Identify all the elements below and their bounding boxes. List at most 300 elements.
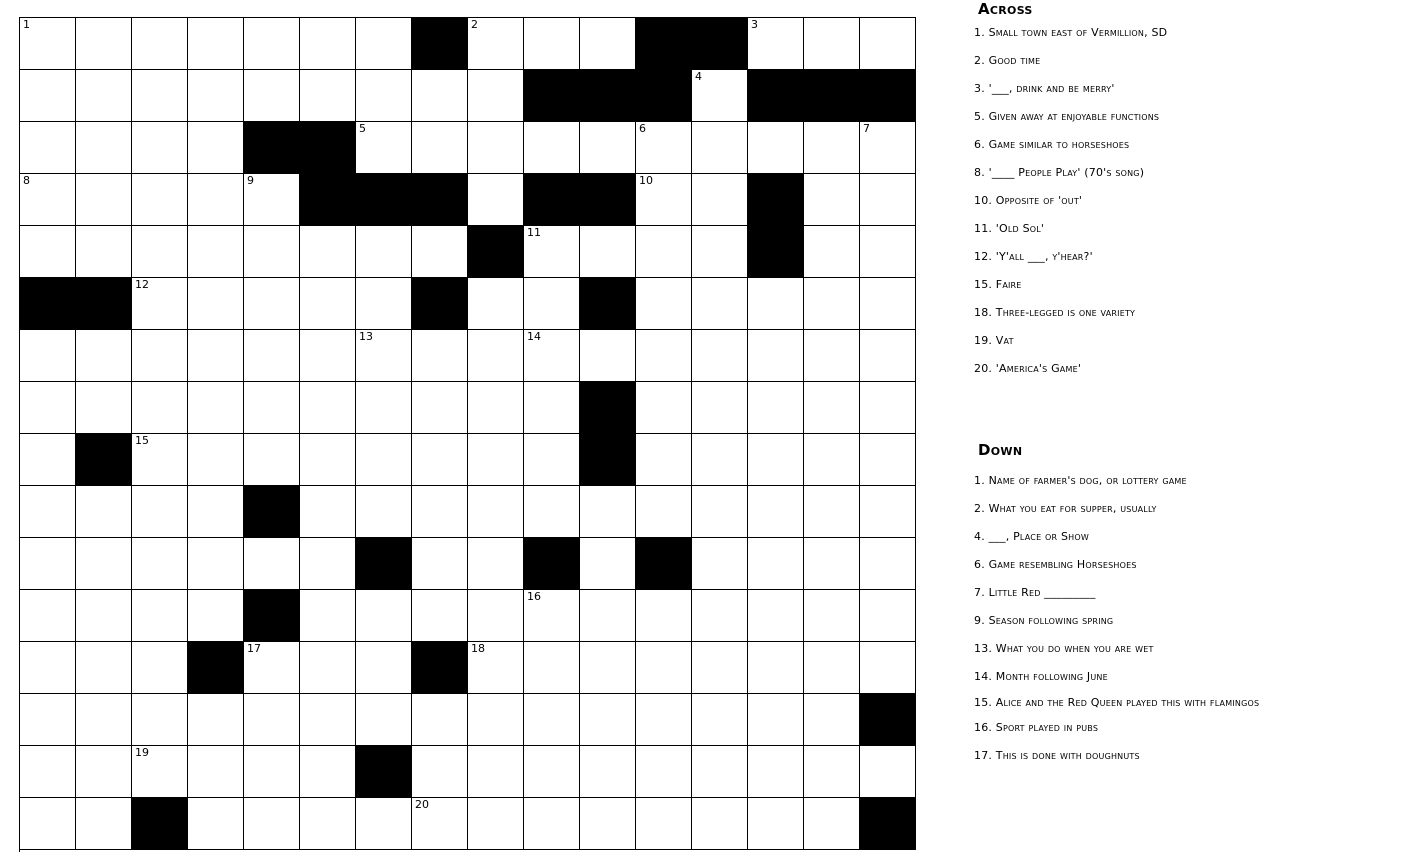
grid-cell[interactable] bbox=[748, 122, 804, 174]
grid-cell[interactable] bbox=[860, 382, 916, 434]
grid-cell[interactable] bbox=[188, 486, 244, 538]
grid-cell[interactable] bbox=[580, 798, 636, 850]
across-clue[interactable]: 10. Opposite of 'out' bbox=[974, 194, 1083, 207]
grid-block bbox=[244, 590, 300, 642]
grid-cell[interactable] bbox=[300, 746, 356, 798]
grid-cell[interactable] bbox=[524, 382, 580, 434]
grid-block bbox=[524, 538, 580, 590]
grid-cell[interactable] bbox=[580, 18, 636, 70]
grid-cell[interactable] bbox=[188, 434, 244, 486]
grid-cell[interactable] bbox=[748, 642, 804, 694]
grid-cell[interactable] bbox=[692, 798, 748, 850]
grid-cell[interactable] bbox=[244, 174, 300, 226]
grid-block bbox=[860, 694, 916, 746]
grid-cell[interactable] bbox=[188, 798, 244, 850]
clue-number: 15 bbox=[135, 434, 149, 447]
grid-cell[interactable] bbox=[20, 226, 76, 278]
grid-block bbox=[356, 538, 412, 590]
grid-cell[interactable] bbox=[300, 226, 356, 278]
grid-cell[interactable] bbox=[860, 330, 916, 382]
grid-cell[interactable] bbox=[76, 642, 132, 694]
grid-cell[interactable] bbox=[188, 590, 244, 642]
grid-block bbox=[76, 434, 132, 486]
across-clue[interactable]: 19. Vat bbox=[974, 334, 1014, 347]
grid-cell[interactable] bbox=[748, 798, 804, 850]
grid-cell[interactable] bbox=[636, 486, 692, 538]
grid-cell[interactable] bbox=[132, 694, 188, 746]
grid-block bbox=[244, 122, 300, 174]
grid-cell[interactable] bbox=[692, 434, 748, 486]
grid-cell[interactable] bbox=[412, 70, 468, 122]
grid-cell[interactable] bbox=[132, 174, 188, 226]
grid-cell[interactable] bbox=[636, 746, 692, 798]
grid-cell[interactable] bbox=[468, 538, 524, 590]
grid-cell[interactable] bbox=[412, 486, 468, 538]
grid-cell[interactable] bbox=[468, 434, 524, 486]
grid-cell[interactable] bbox=[748, 382, 804, 434]
across-clue[interactable]: 15. Faire bbox=[974, 278, 1022, 291]
grid-cell[interactable] bbox=[300, 538, 356, 590]
grid-cell[interactable] bbox=[580, 590, 636, 642]
grid-cell[interactable] bbox=[300, 694, 356, 746]
grid-cell[interactable] bbox=[636, 382, 692, 434]
grid-cell[interactable] bbox=[244, 330, 300, 382]
grid-cell[interactable] bbox=[636, 174, 692, 226]
grid-cell[interactable] bbox=[692, 694, 748, 746]
grid-cell[interactable] bbox=[860, 18, 916, 70]
grid-cell[interactable] bbox=[244, 278, 300, 330]
grid-cell[interactable] bbox=[468, 746, 524, 798]
grid-cell[interactable] bbox=[132, 330, 188, 382]
grid-cell[interactable] bbox=[76, 538, 132, 590]
grid-cell[interactable] bbox=[580, 486, 636, 538]
grid-cell[interactable] bbox=[188, 330, 244, 382]
grid-cell[interactable] bbox=[524, 122, 580, 174]
down-clue[interactable]: 13. What you do when you are wet bbox=[974, 642, 1154, 655]
grid-cell[interactable] bbox=[412, 382, 468, 434]
grid-cell[interactable] bbox=[20, 486, 76, 538]
grid-cell[interactable] bbox=[244, 642, 300, 694]
grid-cell[interactable] bbox=[76, 330, 132, 382]
grid-cell[interactable] bbox=[524, 694, 580, 746]
grid-block bbox=[300, 174, 356, 226]
grid-cell[interactable] bbox=[76, 746, 132, 798]
grid-cell[interactable] bbox=[356, 330, 412, 382]
grid-cell[interactable] bbox=[468, 330, 524, 382]
grid-cell[interactable] bbox=[524, 746, 580, 798]
grid-cell[interactable] bbox=[692, 538, 748, 590]
clue-number: 13 bbox=[359, 330, 373, 343]
grid-cell[interactable] bbox=[244, 538, 300, 590]
grid-cell[interactable] bbox=[132, 642, 188, 694]
clue-number: 7 bbox=[863, 122, 870, 135]
grid-block bbox=[412, 278, 468, 330]
grid-cell[interactable] bbox=[412, 330, 468, 382]
grid-cell[interactable] bbox=[188, 174, 244, 226]
grid-cell[interactable] bbox=[300, 486, 356, 538]
grid-cell[interactable] bbox=[524, 330, 580, 382]
grid-cell[interactable] bbox=[300, 382, 356, 434]
grid-cell[interactable] bbox=[468, 798, 524, 850]
grid-cell[interactable] bbox=[244, 798, 300, 850]
grid-cell[interactable] bbox=[580, 642, 636, 694]
grid-cell[interactable] bbox=[300, 278, 356, 330]
grid-cell[interactable] bbox=[20, 590, 76, 642]
grid-block bbox=[636, 70, 692, 122]
down-clue[interactable]: 15. Alice and the Red Queen played this with flamingos bbox=[974, 696, 1260, 709]
grid-block bbox=[636, 538, 692, 590]
grid-cell[interactable] bbox=[524, 486, 580, 538]
grid-cell[interactable] bbox=[468, 642, 524, 694]
grid-cell[interactable] bbox=[692, 70, 748, 122]
grid-cell[interactable] bbox=[580, 746, 636, 798]
grid-cell[interactable] bbox=[300, 330, 356, 382]
grid-cell[interactable] bbox=[356, 434, 412, 486]
grid-cell[interactable] bbox=[524, 278, 580, 330]
grid-cell[interactable] bbox=[132, 226, 188, 278]
grid-cell[interactable] bbox=[356, 382, 412, 434]
grid-cell[interactable] bbox=[412, 798, 468, 850]
grid-cell[interactable] bbox=[188, 122, 244, 174]
grid-cell[interactable] bbox=[692, 226, 748, 278]
grid-block bbox=[132, 798, 188, 850]
grid-cell[interactable] bbox=[132, 486, 188, 538]
grid-cell[interactable] bbox=[748, 694, 804, 746]
grid-block bbox=[860, 70, 916, 122]
grid-cell[interactable] bbox=[244, 746, 300, 798]
grid-cell[interactable] bbox=[20, 434, 76, 486]
grid-cell[interactable] bbox=[356, 798, 412, 850]
grid-cell[interactable] bbox=[300, 434, 356, 486]
grid-cell[interactable] bbox=[20, 174, 76, 226]
grid-cell[interactable] bbox=[468, 590, 524, 642]
grid-cell[interactable] bbox=[300, 642, 356, 694]
down-clue[interactable]: 4. ___, Place or Show bbox=[974, 530, 1089, 543]
grid-cell[interactable] bbox=[692, 642, 748, 694]
grid-cell[interactable] bbox=[524, 798, 580, 850]
grid-cell[interactable] bbox=[412, 122, 468, 174]
grid-cell[interactable] bbox=[20, 330, 76, 382]
grid-cell[interactable] bbox=[76, 18, 132, 70]
grid-cell[interactable] bbox=[412, 226, 468, 278]
grid-cell[interactable] bbox=[468, 122, 524, 174]
down-clue[interactable]: 6. Game resembling Horseshoes bbox=[974, 558, 1137, 571]
across-clue[interactable]: 1. Small town east of Vermillion, SD bbox=[974, 26, 1168, 39]
grid-cell[interactable] bbox=[132, 434, 188, 486]
grid-cell[interactable] bbox=[468, 174, 524, 226]
grid-cell[interactable] bbox=[692, 486, 748, 538]
grid-cell[interactable] bbox=[76, 226, 132, 278]
grid-block bbox=[468, 226, 524, 278]
grid-block bbox=[412, 18, 468, 70]
grid-cell[interactable] bbox=[20, 694, 76, 746]
grid-cell[interactable] bbox=[860, 122, 916, 174]
grid-cell[interactable] bbox=[860, 174, 916, 226]
grid-cell[interactable] bbox=[356, 18, 412, 70]
clue-number: 3 bbox=[751, 18, 758, 31]
grid-cell[interactable] bbox=[636, 798, 692, 850]
clue-number: 18 bbox=[471, 642, 485, 655]
grid-cell[interactable] bbox=[692, 382, 748, 434]
across-clue[interactable]: 8. '____ People Play' (70's song) bbox=[974, 166, 1145, 179]
grid-cell[interactable] bbox=[804, 538, 860, 590]
grid-cell[interactable] bbox=[76, 798, 132, 850]
grid-cell[interactable] bbox=[300, 798, 356, 850]
grid-cell[interactable] bbox=[692, 746, 748, 798]
down-clue[interactable]: 7. Little Red _________ bbox=[974, 586, 1096, 599]
grid-cell[interactable] bbox=[300, 18, 356, 70]
across-clue[interactable]: 5. Given away at enjoyable functions bbox=[974, 110, 1160, 123]
down-clue[interactable]: 1. Name of farmer's dog, or lottery game bbox=[974, 474, 1187, 487]
grid-cell[interactable] bbox=[636, 694, 692, 746]
across-clue[interactable]: 12. 'Y'all ___, y'hear?' bbox=[974, 250, 1093, 263]
grid-block bbox=[356, 746, 412, 798]
grid-cell[interactable] bbox=[860, 434, 916, 486]
grid-cell[interactable] bbox=[468, 694, 524, 746]
grid-cell[interactable] bbox=[860, 538, 916, 590]
grid-cell[interactable] bbox=[748, 538, 804, 590]
grid-cell[interactable] bbox=[636, 278, 692, 330]
grid-cell[interactable] bbox=[748, 330, 804, 382]
grid-block bbox=[244, 486, 300, 538]
grid-cell[interactable] bbox=[412, 590, 468, 642]
grid-cell[interactable] bbox=[804, 226, 860, 278]
across-clue[interactable]: 20. 'America's Game' bbox=[974, 362, 1082, 375]
clue-number: 10 bbox=[639, 174, 653, 187]
grid-cell[interactable] bbox=[580, 122, 636, 174]
grid-cell[interactable] bbox=[188, 746, 244, 798]
grid-cell[interactable] bbox=[244, 694, 300, 746]
grid-cell[interactable] bbox=[804, 746, 860, 798]
grid-cell[interactable] bbox=[524, 642, 580, 694]
grid-block bbox=[748, 70, 804, 122]
grid-cell[interactable] bbox=[804, 694, 860, 746]
grid-block bbox=[748, 226, 804, 278]
grid-cell[interactable] bbox=[76, 486, 132, 538]
grid-cell[interactable] bbox=[804, 174, 860, 226]
grid-cell[interactable] bbox=[412, 746, 468, 798]
grid-cell[interactable] bbox=[356, 642, 412, 694]
grid-block bbox=[860, 798, 916, 850]
down-heading: Down bbox=[978, 441, 1023, 459]
grid-cell[interactable] bbox=[188, 538, 244, 590]
grid-cell[interactable] bbox=[132, 278, 188, 330]
grid-cell[interactable] bbox=[524, 18, 580, 70]
grid-cell[interactable] bbox=[748, 590, 804, 642]
grid-block bbox=[300, 122, 356, 174]
grid-cell[interactable] bbox=[412, 538, 468, 590]
clue-number: 17 bbox=[247, 642, 261, 655]
grid-block bbox=[524, 70, 580, 122]
grid-cell[interactable] bbox=[300, 590, 356, 642]
grid-block bbox=[76, 278, 132, 330]
grid-cell[interactable] bbox=[188, 226, 244, 278]
clue-number: 8 bbox=[23, 174, 30, 187]
grid-cell[interactable] bbox=[356, 694, 412, 746]
grid-cell[interactable] bbox=[692, 174, 748, 226]
grid-cell[interactable] bbox=[636, 330, 692, 382]
grid-cell[interactable] bbox=[860, 486, 916, 538]
grid-cell[interactable] bbox=[804, 798, 860, 850]
clue-number: 14 bbox=[527, 330, 541, 343]
grid-cell[interactable] bbox=[20, 18, 76, 70]
grid-cell[interactable] bbox=[468, 486, 524, 538]
across-clue[interactable]: 6. Game similar to horseshoes bbox=[974, 138, 1130, 151]
grid-cell[interactable] bbox=[20, 382, 76, 434]
grid-cell[interactable] bbox=[804, 590, 860, 642]
grid-cell[interactable] bbox=[356, 70, 412, 122]
grid-cell[interactable] bbox=[356, 122, 412, 174]
grid-cell[interactable] bbox=[188, 694, 244, 746]
grid-cell[interactable] bbox=[804, 122, 860, 174]
grid-cell[interactable] bbox=[860, 278, 916, 330]
grid-cell[interactable] bbox=[20, 642, 76, 694]
down-clue[interactable]: 14. Month following June bbox=[974, 670, 1108, 683]
grid-cell[interactable] bbox=[76, 174, 132, 226]
grid-cell[interactable] bbox=[804, 642, 860, 694]
grid-cell[interactable] bbox=[468, 70, 524, 122]
grid-cell[interactable] bbox=[524, 434, 580, 486]
grid-block bbox=[692, 18, 748, 70]
grid-cell[interactable] bbox=[356, 278, 412, 330]
across-clue[interactable]: 18. Three-legged is one variety bbox=[974, 306, 1136, 319]
grid-cell[interactable] bbox=[244, 382, 300, 434]
grid-cell[interactable] bbox=[188, 18, 244, 70]
clue-number: 12 bbox=[135, 278, 149, 291]
grid-cell[interactable] bbox=[244, 18, 300, 70]
grid-cell[interactable] bbox=[132, 590, 188, 642]
grid-cell[interactable] bbox=[692, 330, 748, 382]
grid-cell[interactable] bbox=[132, 538, 188, 590]
grid-cell[interactable] bbox=[748, 746, 804, 798]
grid-cell[interactable] bbox=[132, 122, 188, 174]
down-clue[interactable]: 16. Sport played in pubs bbox=[974, 721, 1099, 734]
grid-block bbox=[356, 174, 412, 226]
grid-cell[interactable] bbox=[580, 538, 636, 590]
clue-number: 1 bbox=[23, 18, 30, 31]
grid-block bbox=[804, 70, 860, 122]
grid-block bbox=[524, 174, 580, 226]
grid-cell[interactable] bbox=[748, 278, 804, 330]
grid-cell[interactable] bbox=[692, 122, 748, 174]
grid-cell[interactable] bbox=[132, 18, 188, 70]
grid-cell[interactable] bbox=[76, 694, 132, 746]
grid-block bbox=[748, 174, 804, 226]
grid-block bbox=[636, 18, 692, 70]
clue-number: 11 bbox=[527, 226, 541, 239]
grid-cell[interactable] bbox=[636, 434, 692, 486]
grid-cell[interactable] bbox=[20, 70, 76, 122]
grid-cell[interactable] bbox=[468, 278, 524, 330]
clue-number: 6 bbox=[639, 122, 646, 135]
grid-cell[interactable] bbox=[132, 746, 188, 798]
across-heading: Across bbox=[978, 0, 1033, 18]
grid-cell[interactable] bbox=[412, 434, 468, 486]
grid-cell[interactable] bbox=[132, 382, 188, 434]
clue-number: 4 bbox=[695, 70, 702, 83]
grid-cell[interactable] bbox=[76, 122, 132, 174]
grid-cell[interactable] bbox=[692, 278, 748, 330]
grid-cell[interactable] bbox=[412, 694, 468, 746]
clue-number: 16 bbox=[527, 590, 541, 603]
grid-cell[interactable] bbox=[244, 434, 300, 486]
grid-block bbox=[188, 642, 244, 694]
grid-cell[interactable] bbox=[804, 330, 860, 382]
clue-number: 5 bbox=[359, 122, 366, 135]
grid-cell[interactable] bbox=[636, 122, 692, 174]
grid-cell[interactable] bbox=[804, 278, 860, 330]
grid-block bbox=[412, 174, 468, 226]
grid-cell[interactable] bbox=[76, 590, 132, 642]
grid-block bbox=[580, 434, 636, 486]
grid-cell[interactable] bbox=[76, 70, 132, 122]
grid-cell[interactable] bbox=[860, 746, 916, 798]
grid-cell[interactable] bbox=[636, 590, 692, 642]
grid-cell[interactable] bbox=[580, 226, 636, 278]
grid-block bbox=[580, 70, 636, 122]
grid-cell[interactable] bbox=[860, 642, 916, 694]
grid-cell[interactable] bbox=[804, 434, 860, 486]
grid-cell[interactable] bbox=[748, 434, 804, 486]
grid-cell[interactable] bbox=[748, 486, 804, 538]
grid-cell[interactable] bbox=[468, 18, 524, 70]
grid-cell[interactable] bbox=[76, 382, 132, 434]
grid-cell[interactable] bbox=[356, 226, 412, 278]
clue-number: 20 bbox=[415, 798, 429, 811]
grid-cell[interactable] bbox=[300, 70, 356, 122]
grid-cell[interactable] bbox=[804, 18, 860, 70]
grid-block bbox=[580, 278, 636, 330]
down-clue[interactable]: 17. This is done with doughnuts bbox=[974, 749, 1140, 762]
grid-cell[interactable] bbox=[20, 798, 76, 850]
across-clue[interactable]: 11. 'Old Sol' bbox=[974, 222, 1045, 235]
grid-cell[interactable] bbox=[20, 538, 76, 590]
grid-cell[interactable] bbox=[188, 70, 244, 122]
grid-cell[interactable] bbox=[20, 122, 76, 174]
grid-cell[interactable] bbox=[580, 694, 636, 746]
grid-cell[interactable] bbox=[244, 70, 300, 122]
grid-cell[interactable] bbox=[188, 382, 244, 434]
grid-cell[interactable] bbox=[524, 590, 580, 642]
grid-cell[interactable] bbox=[356, 486, 412, 538]
grid-cell[interactable] bbox=[188, 278, 244, 330]
grid-cell[interactable] bbox=[636, 226, 692, 278]
grid-cell[interactable] bbox=[356, 590, 412, 642]
grid-cell[interactable] bbox=[244, 226, 300, 278]
down-clue[interactable]: 9. Season following spring bbox=[974, 614, 1114, 627]
grid-cell[interactable] bbox=[636, 642, 692, 694]
grid-cell[interactable] bbox=[748, 18, 804, 70]
grid-cell[interactable] bbox=[580, 330, 636, 382]
grid-cell[interactable] bbox=[804, 382, 860, 434]
clue-number: 19 bbox=[135, 746, 149, 759]
grid-cell[interactable] bbox=[468, 382, 524, 434]
crossword-grid bbox=[19, 17, 916, 852]
grid-cell[interactable] bbox=[860, 226, 916, 278]
grid-cell[interactable] bbox=[860, 590, 916, 642]
down-clue[interactable]: 2. What you eat for supper, usually bbox=[974, 502, 1157, 515]
grid-block bbox=[412, 642, 468, 694]
grid-cell[interactable] bbox=[20, 746, 76, 798]
grid-block bbox=[20, 278, 76, 330]
grid-cell[interactable] bbox=[524, 226, 580, 278]
grid-block bbox=[580, 382, 636, 434]
across-clue[interactable]: 2. Good time bbox=[974, 54, 1041, 67]
across-clue[interactable]: 3. '___, drink and be merry' bbox=[974, 82, 1115, 95]
grid-cell[interactable] bbox=[692, 590, 748, 642]
grid-cell[interactable] bbox=[132, 70, 188, 122]
grid-cell[interactable] bbox=[804, 486, 860, 538]
